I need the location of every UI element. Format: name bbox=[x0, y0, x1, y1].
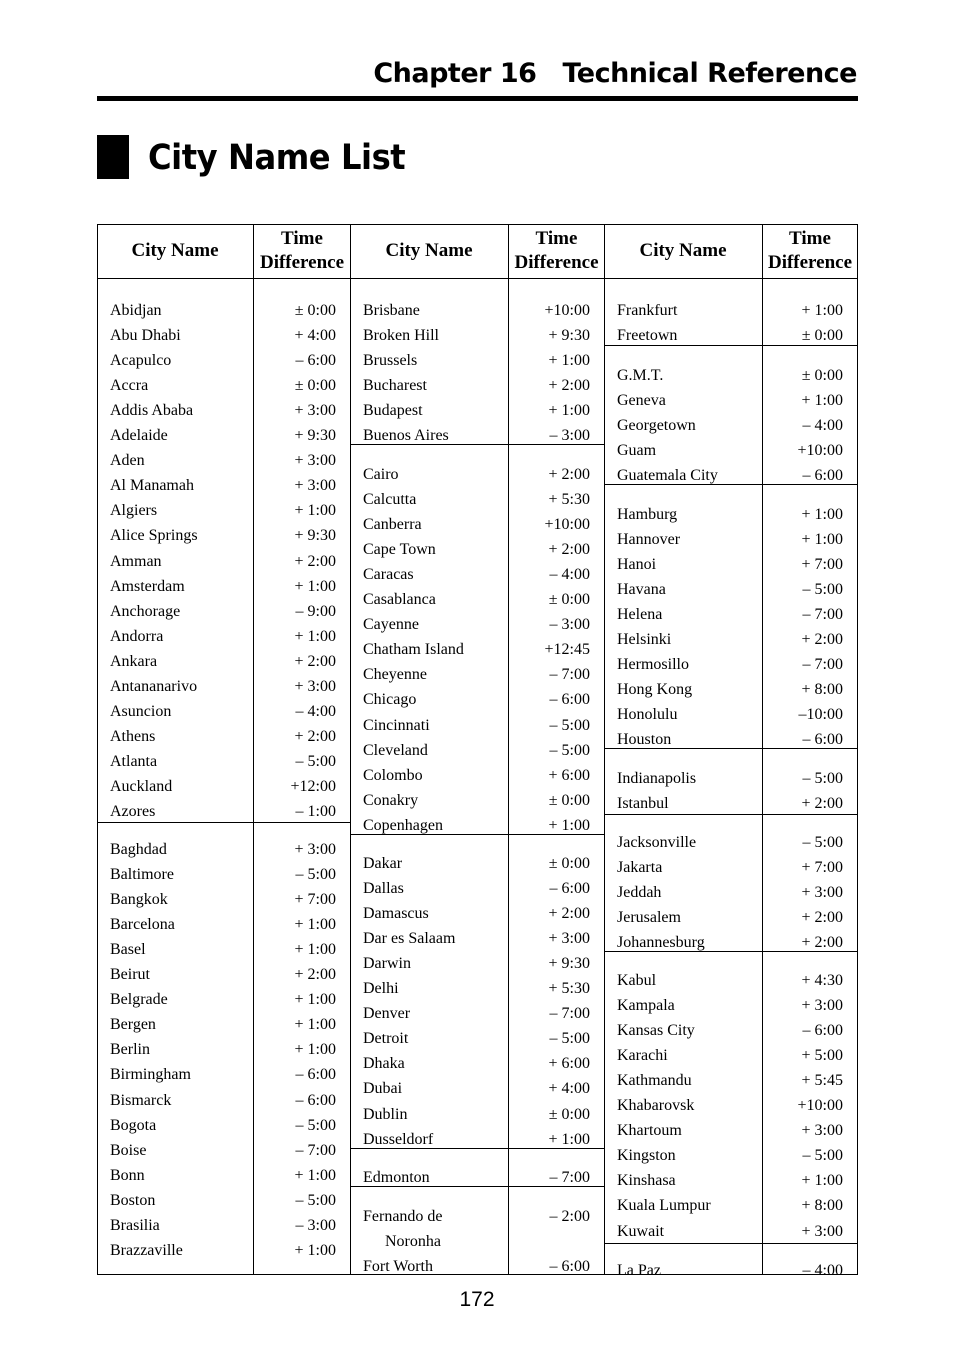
city-name: Guatemala City bbox=[617, 467, 718, 485]
city-name: Fort Worth bbox=[363, 1258, 433, 1276]
city-name: Copenhagen bbox=[363, 816, 443, 834]
time-difference: – 6:00 bbox=[549, 691, 590, 709]
city-name: Brasilia bbox=[110, 1216, 160, 1234]
header-difference-text: Difference bbox=[259, 252, 345, 273]
time-difference: + 3:00 bbox=[548, 930, 590, 948]
city-name: Karachi bbox=[617, 1047, 668, 1065]
time-difference: + 3:00 bbox=[294, 477, 336, 495]
time-difference: – 5:00 bbox=[549, 716, 590, 734]
time-difference: + 1:00 bbox=[294, 577, 336, 595]
time-difference: + 2:00 bbox=[548, 377, 590, 395]
group-separator bbox=[350, 278, 605, 279]
city-name: Conakry bbox=[363, 791, 419, 809]
city-name: Asuncion bbox=[110, 702, 172, 720]
time-difference: + 2:00 bbox=[801, 934, 843, 952]
time-difference: + 9:30 bbox=[548, 955, 590, 973]
time-difference: + 2:00 bbox=[294, 552, 336, 570]
time-difference: + 6:00 bbox=[548, 766, 590, 784]
time-difference: + 1:00 bbox=[548, 402, 590, 420]
time-difference: ± 0:00 bbox=[548, 1105, 590, 1123]
city-name: Addis Ababa bbox=[110, 402, 194, 420]
city-name: Kansas City bbox=[617, 1022, 695, 1040]
city-name: Colombo bbox=[363, 766, 423, 784]
city-name: Dhaka bbox=[363, 1055, 405, 1073]
time-difference: – 9:00 bbox=[295, 602, 336, 620]
time-difference: – 6:00 bbox=[802, 731, 843, 749]
time-difference: ± 0:00 bbox=[801, 367, 843, 384]
page-number: 172 bbox=[459, 1288, 495, 1311]
time-difference: – 4:00 bbox=[802, 417, 843, 435]
time-difference: + 3:00 bbox=[801, 1122, 843, 1140]
group-separator bbox=[604, 484, 858, 485]
time-difference: – 5:00 bbox=[549, 1030, 590, 1048]
city-name: Kampala bbox=[617, 997, 675, 1015]
time-difference: + 1:00 bbox=[801, 506, 843, 523]
time-difference: + 8:00 bbox=[801, 681, 843, 699]
city-name: Damascus bbox=[363, 905, 429, 923]
time-difference: + 1:00 bbox=[294, 916, 336, 934]
city-name: Johannesburg bbox=[617, 934, 705, 952]
city-name: Kathmandu bbox=[617, 1072, 692, 1090]
city-name: Berlin bbox=[110, 1041, 150, 1059]
city-name: Anchorage bbox=[110, 602, 181, 620]
city-name: Brazzaville bbox=[110, 1241, 183, 1259]
time-difference: + 3:00 bbox=[294, 452, 336, 470]
time-difference: + 4:00 bbox=[548, 1080, 590, 1098]
time-difference: – 7:00 bbox=[802, 656, 843, 674]
city-name: Amman bbox=[110, 552, 162, 570]
time-difference: +10:00 bbox=[544, 516, 590, 534]
group-separator bbox=[604, 748, 858, 749]
city-name: G.M.T. bbox=[617, 367, 664, 384]
header-city-name bbox=[97, 224, 253, 278]
time-difference: – 7:00 bbox=[549, 1169, 590, 1186]
column-divider bbox=[762, 224, 763, 1275]
time-difference: + 1:00 bbox=[801, 1172, 843, 1190]
city-name: Cairo bbox=[363, 466, 399, 483]
group-separator bbox=[350, 444, 605, 445]
city-name: Istanbul bbox=[617, 795, 669, 813]
table-column-3 bbox=[604, 224, 858, 1279]
city-name: Georgetown bbox=[617, 417, 696, 435]
group-separator bbox=[350, 1186, 605, 1187]
city-name: Fernando de bbox=[363, 1208, 443, 1225]
city-name: Boston bbox=[110, 1191, 156, 1209]
time-difference: – 7:00 bbox=[549, 1005, 590, 1023]
time-difference: +12:45 bbox=[544, 641, 590, 659]
header-city-name-text: City Name bbox=[385, 240, 473, 261]
city-name: Baghdad bbox=[110, 841, 167, 858]
time-difference: +10:00 bbox=[797, 1097, 843, 1115]
time-difference: – 5:00 bbox=[802, 834, 843, 851]
group-separator bbox=[97, 822, 351, 823]
city-name: Cape Town bbox=[363, 541, 436, 559]
group-separator bbox=[604, 951, 858, 952]
time-difference: ± 0:00 bbox=[294, 377, 336, 395]
city-name: Dublin bbox=[363, 1105, 408, 1123]
time-difference: + 7:00 bbox=[294, 891, 336, 909]
time-difference: – 3:00 bbox=[549, 427, 590, 445]
header-time-difference bbox=[253, 224, 351, 278]
header-time-difference bbox=[762, 224, 858, 278]
city-name: Buenos Aires bbox=[363, 427, 449, 445]
group-separator bbox=[604, 1243, 858, 1244]
city-name: Kuwait bbox=[617, 1222, 665, 1240]
time-difference: + 3:00 bbox=[294, 677, 336, 695]
header-time-text: Time bbox=[535, 228, 578, 249]
city-name: Edmonton bbox=[363, 1169, 430, 1186]
time-difference: + 1:00 bbox=[294, 1016, 336, 1034]
time-difference: – 5:00 bbox=[802, 581, 843, 599]
time-difference: – 4:00 bbox=[295, 702, 336, 720]
time-difference: – 6:00 bbox=[295, 1091, 336, 1109]
city-name: Helsinki bbox=[617, 631, 672, 649]
chapter-header bbox=[97, 58, 857, 96]
city-name: Baltimore bbox=[110, 866, 174, 884]
city-name: Ankara bbox=[110, 652, 158, 670]
city-name: Azores bbox=[110, 803, 156, 820]
city-name: Darwin bbox=[363, 955, 411, 973]
time-difference: + 2:00 bbox=[801, 909, 843, 927]
city-name: Bonn bbox=[110, 1166, 145, 1184]
city-name: Cayenne bbox=[363, 616, 419, 634]
city-name: Cheyenne bbox=[363, 666, 427, 684]
city-name: Kinshasa bbox=[617, 1172, 676, 1190]
city-name: Athens bbox=[110, 727, 156, 745]
city-name: Casablanca bbox=[363, 591, 436, 609]
time-difference: – 5:00 bbox=[802, 1147, 843, 1165]
time-difference: + 2:00 bbox=[294, 727, 336, 745]
city-name: Atlanta bbox=[110, 752, 158, 770]
city-name: Geneva bbox=[617, 392, 666, 410]
city-name: Bergen bbox=[110, 1016, 156, 1034]
city-name: Andorra bbox=[110, 627, 164, 645]
time-difference: – 6:00 bbox=[802, 467, 843, 485]
time-difference: + 1:00 bbox=[548, 352, 590, 370]
column-divider bbox=[253, 224, 254, 1275]
group-separator bbox=[604, 278, 858, 279]
city-name: Auckland bbox=[110, 777, 173, 795]
city-name: Brisbane bbox=[363, 302, 420, 319]
time-difference: + 3:00 bbox=[294, 402, 336, 420]
city-name: Helena bbox=[617, 606, 663, 624]
time-difference: – 6:00 bbox=[802, 1022, 843, 1040]
city-table bbox=[97, 224, 858, 1279]
column-divider bbox=[508, 224, 509, 1275]
header-time-text: Time bbox=[281, 228, 323, 249]
time-difference: + 2:00 bbox=[294, 652, 336, 670]
time-difference: – 6:00 bbox=[549, 880, 590, 898]
group-separator bbox=[350, 834, 605, 835]
time-difference: + 3:00 bbox=[294, 841, 336, 858]
time-difference: +10:00 bbox=[544, 302, 590, 319]
header-city-name bbox=[604, 224, 762, 278]
city-name: Brussels bbox=[363, 352, 418, 370]
time-difference: + 5:30 bbox=[548, 491, 590, 509]
city-name: Dakar bbox=[363, 855, 403, 872]
time-difference: ± 0:00 bbox=[801, 327, 843, 345]
city-name: Detroit bbox=[363, 1030, 409, 1048]
time-difference: ± 0:00 bbox=[548, 791, 590, 809]
city-name: Guam bbox=[617, 442, 657, 460]
time-difference: +12:00 bbox=[290, 777, 336, 795]
time-difference: + 1:00 bbox=[801, 531, 843, 549]
city-name: Cincinnati bbox=[363, 716, 430, 734]
city-name: Canberra bbox=[363, 516, 422, 534]
time-difference: – 4:00 bbox=[549, 566, 590, 584]
time-difference: + 1:00 bbox=[294, 1166, 336, 1184]
city-name: Belgrade bbox=[110, 991, 168, 1009]
city-name: Jakarta bbox=[617, 859, 663, 877]
city-name: Indianapolis bbox=[617, 770, 697, 787]
header-city-name bbox=[350, 224, 508, 278]
header-city-name-text: City Name bbox=[131, 240, 219, 261]
time-difference: + 2:00 bbox=[801, 795, 843, 813]
city-name: Bismarck bbox=[110, 1091, 172, 1109]
city-name: Chatham Island bbox=[363, 641, 464, 659]
city-name: Hamburg bbox=[617, 506, 678, 523]
time-difference: + 1:00 bbox=[294, 941, 336, 959]
city-name: Hermosillo bbox=[617, 656, 689, 674]
city-name: Bucharest bbox=[363, 377, 427, 395]
time-difference: – 7:00 bbox=[549, 666, 590, 684]
time-difference: + 5:45 bbox=[801, 1072, 843, 1090]
city-name: Barcelona bbox=[110, 916, 175, 934]
group-separator bbox=[604, 345, 858, 346]
time-difference: – 6:00 bbox=[549, 1258, 590, 1276]
header-difference-text: Difference bbox=[767, 252, 853, 273]
city-name: Jeddah bbox=[617, 884, 662, 902]
city-name: Al Manamah bbox=[110, 477, 194, 495]
table-column-1 bbox=[97, 224, 351, 1275]
city-name: Khabarovsk bbox=[617, 1097, 695, 1115]
time-difference: + 9:30 bbox=[294, 427, 336, 445]
header-city-name-text: City Name bbox=[639, 240, 727, 261]
time-difference: + 2:00 bbox=[801, 631, 843, 649]
city-name: La Paz bbox=[617, 1262, 661, 1279]
city-name: Basel bbox=[110, 941, 146, 959]
city-name: Antananarivo bbox=[110, 677, 198, 695]
city-name: Hong Kong bbox=[617, 681, 693, 699]
city-name: Khartoum bbox=[617, 1122, 682, 1140]
time-difference: – 5:00 bbox=[802, 770, 843, 787]
city-name: Dallas bbox=[363, 880, 404, 898]
time-difference: + 4:30 bbox=[801, 972, 843, 989]
time-difference: + 1:00 bbox=[294, 1041, 336, 1059]
city-name: Kabul bbox=[617, 972, 657, 989]
section-label: Technical Reference bbox=[562, 58, 857, 89]
time-difference: – 5:00 bbox=[295, 1116, 336, 1134]
header-difference-text: Difference bbox=[514, 252, 599, 273]
time-difference: + 2:00 bbox=[294, 966, 336, 984]
city-name: Calcutta bbox=[363, 491, 417, 509]
city-name: Bangkok bbox=[110, 891, 168, 909]
time-difference: + 1:00 bbox=[801, 302, 843, 319]
time-difference: ± 0:00 bbox=[294, 302, 336, 319]
city-name: Chicago bbox=[363, 691, 417, 709]
city-name: Honolulu bbox=[617, 706, 678, 724]
time-difference: – 3:00 bbox=[295, 1216, 336, 1234]
time-difference: + 1:00 bbox=[294, 627, 336, 645]
time-difference: + 2:00 bbox=[548, 905, 590, 923]
time-difference: – 2:00 bbox=[549, 1208, 590, 1225]
time-difference: + 1:00 bbox=[294, 1241, 336, 1259]
time-difference: + 7:00 bbox=[801, 556, 843, 574]
city-name: Abidjan bbox=[110, 302, 162, 319]
header-rule bbox=[97, 96, 858, 101]
city-name: Noronha bbox=[385, 1233, 441, 1251]
header-time-text: Time bbox=[789, 228, 831, 249]
time-difference: + 5:30 bbox=[548, 980, 590, 998]
time-difference: + 3:00 bbox=[801, 1222, 843, 1240]
chapter-label: Chapter 16 bbox=[373, 58, 537, 89]
city-name: Alice Springs bbox=[110, 527, 198, 545]
time-difference: + 7:00 bbox=[801, 859, 843, 877]
city-name: Houston bbox=[617, 731, 672, 749]
time-difference: – 5:00 bbox=[295, 752, 336, 770]
city-name: Havana bbox=[617, 581, 666, 599]
city-name: Acapulco bbox=[110, 352, 172, 370]
city-name: Dubai bbox=[363, 1080, 403, 1098]
city-name: Beirut bbox=[110, 966, 150, 984]
time-difference: + 1:00 bbox=[801, 392, 843, 410]
time-difference: – 7:00 bbox=[295, 1141, 336, 1159]
city-name: Frankfurt bbox=[617, 302, 678, 319]
city-name: Freetown bbox=[617, 327, 678, 345]
table-column-2 bbox=[350, 224, 605, 1275]
time-difference: – 5:00 bbox=[549, 741, 590, 759]
time-difference: + 5:00 bbox=[801, 1047, 843, 1065]
time-difference: ± 0:00 bbox=[548, 591, 590, 609]
time-difference: + 2:00 bbox=[548, 466, 590, 483]
time-difference: + 6:00 bbox=[548, 1055, 590, 1073]
time-difference: – 6:00 bbox=[295, 1066, 336, 1084]
time-difference: + 1:00 bbox=[548, 816, 590, 834]
time-difference: + 1:00 bbox=[294, 502, 336, 520]
city-name: Broken Hill bbox=[363, 327, 439, 345]
time-difference: + 3:00 bbox=[801, 884, 843, 902]
group-separator bbox=[604, 814, 858, 815]
city-name: Bogota bbox=[110, 1116, 157, 1134]
city-name: Algiers bbox=[110, 502, 158, 520]
time-difference: + 9:30 bbox=[294, 527, 336, 545]
page-title: City Name List bbox=[148, 138, 406, 178]
city-name: Budapest bbox=[363, 402, 423, 420]
time-difference: – 4:00 bbox=[802, 1262, 843, 1279]
city-name: Adelaide bbox=[110, 427, 168, 445]
city-name: Boise bbox=[110, 1141, 147, 1159]
city-name: Hanoi bbox=[617, 556, 657, 574]
city-name: Birmingham bbox=[110, 1066, 191, 1084]
time-difference: +10:00 bbox=[797, 442, 843, 460]
time-difference: – 5:00 bbox=[295, 866, 336, 884]
time-difference: + 9:30 bbox=[548, 327, 590, 345]
city-name: Kingston bbox=[617, 1147, 676, 1165]
group-separator bbox=[350, 1148, 605, 1149]
city-name: Aden bbox=[110, 452, 145, 470]
city-name: Caracas bbox=[363, 566, 414, 584]
time-difference: – 5:00 bbox=[295, 1191, 336, 1209]
time-difference: – 1:00 bbox=[295, 803, 336, 820]
time-difference: –10:00 bbox=[798, 706, 843, 724]
title-marker bbox=[97, 135, 129, 179]
time-difference: + 3:00 bbox=[801, 997, 843, 1015]
city-name: Delhi bbox=[363, 980, 399, 998]
city-name: Jerusalem bbox=[617, 909, 681, 927]
header-time-difference bbox=[508, 224, 605, 278]
time-difference: + 1:00 bbox=[294, 991, 336, 1009]
time-difference: – 3:00 bbox=[549, 616, 590, 634]
city-name: Denver bbox=[363, 1005, 411, 1023]
time-difference: ± 0:00 bbox=[548, 855, 590, 872]
city-name: Abu Dhabi bbox=[110, 327, 181, 345]
time-difference: + 4:00 bbox=[294, 327, 336, 345]
city-name: Dar es Salaam bbox=[363, 930, 456, 948]
city-name: Hannover bbox=[617, 531, 681, 549]
city-name: Accra bbox=[110, 377, 149, 395]
group-separator bbox=[97, 278, 351, 279]
city-name: Dusseldorf bbox=[363, 1130, 434, 1148]
time-difference: – 6:00 bbox=[295, 352, 336, 370]
city-name: Cleveland bbox=[363, 741, 428, 759]
time-difference: + 8:00 bbox=[801, 1197, 843, 1215]
time-difference: – 7:00 bbox=[802, 606, 843, 624]
city-name: Kuala Lumpur bbox=[617, 1197, 711, 1215]
time-difference: + 2:00 bbox=[548, 541, 590, 559]
city-name: Amsterdam bbox=[110, 577, 185, 595]
time-difference: + 1:00 bbox=[548, 1130, 590, 1148]
city-name: Jacksonville bbox=[617, 834, 697, 851]
